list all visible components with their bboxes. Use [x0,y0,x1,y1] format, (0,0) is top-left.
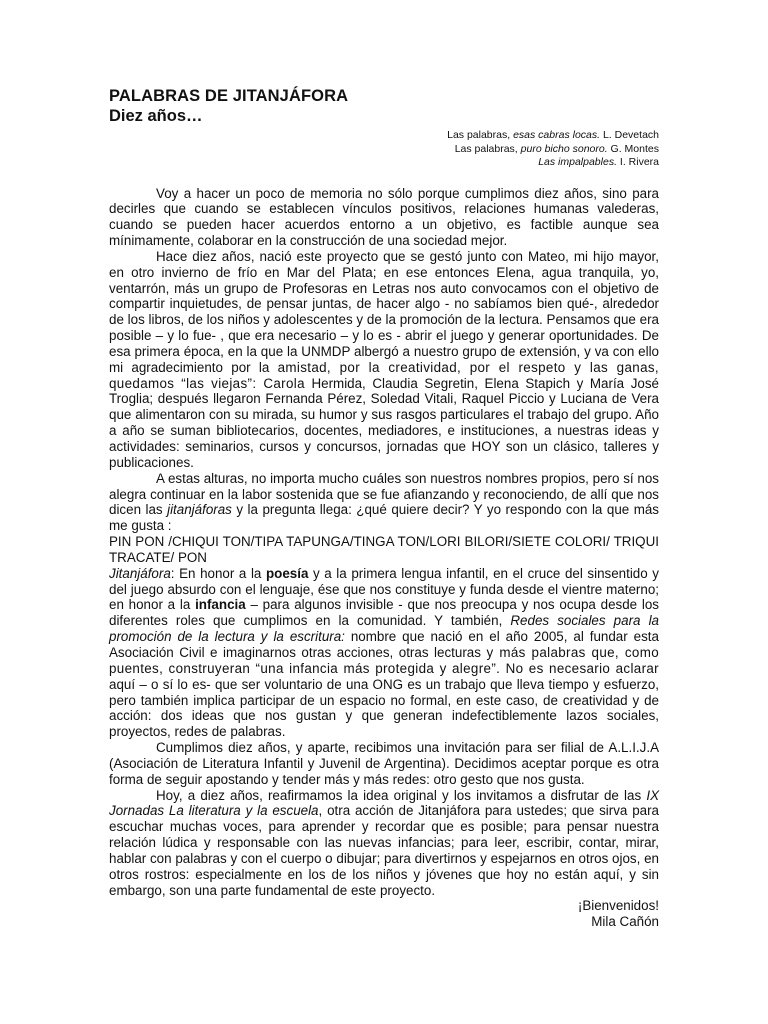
paragraph-historia: Hace diez años, nació este proyecto que se gestó junto con Mateo, mi hijo mayor, en otro invierno de frío en Mar del Plata; en ese entonces Elena, agua tranquila, yo, ventarrón, más un grupo de Profesoras en Letras nos auto convocamos con el objetivo de compartir inquietudes, de pensar juntas, de hacer algo - no sabíamos bien qué-, alrededor de los libros, de los niños y adolescentes y de la promoción de la lectura. Pensamos que era posible – y lo fue- , que era necesario – y lo es - abrir el juego y generar oportunidades. De esa primera época, en la que la UNMDP albergó a nuestro grupo de extensión, y va con ello mi agradecimiento por la amistad, por la creatividad, por el respeto y las ganas, quedamos “las viejas”: Carola Hermida, Claudia Segretin, Elena Stapich y María José Troglia; después llegaron Fernanda Pérez, Soledad Vitali, Raquel Piccio y Luciana de Vera que alimentaron con su mirada, su humor y sus rasgos particulares el trabajo del grupo. Año a año se suman bibliotecarios, docentes, mediadores, e instituciones, a nuestras ideas y actividades: seminarios, cursos y concursos, jornadas que HOY son un clásico, talleres y publicaciones. [109,248,659,470]
document-page [109,86,659,930]
signature-author: Mila Cañón [591,914,659,930]
document-subtitle: Diez años… [109,107,203,125]
signature [109,898,659,930]
document-body [109,186,659,899]
paragraph-jitanjafora-verse: PIN PON /CHIQUI TON/TIPA TAPUNGA/TINGA TON/LORI BILORI/SIETE COLORI/ TRIQUI TRACATE/ PON [109,534,659,565]
epigraph-montes: Las palabras, puro bicho sonoro. G. Montes [454,142,659,155]
signature-greeting: ¡Bienvenidos! [577,898,659,914]
paragraph-memoria: Voy a hacer un poco de memoria no sólo porque cumplimos diez años, sino para decirles que cuando se establecen vínculos positivos, relaciones humanas valederas, cuando se pueden hacer acuerdos entorno a un objetivo, es factible aunque sea mínimamente, colaborar en la construcción de una sociedad mejor. [109,185,659,249]
paragraph-alija: Cumplimos diez años, y aparte, recibimos una invitación para ser filial de A.L.I.J.A (Asociación de Literatura Infantil y Juvenil de Argentina). Decidimos aceptar porque es otra forma de seguir apostando y tender más y más redes: otro gesto que nos gusta. [109,740,659,787]
epigraph-devetach: Las palabras, esas cabras locas. L. Devetach [447,129,659,141]
epigraph-rivera: Las impalpables. I. Rivera [538,156,659,168]
epigraphs [109,129,659,170]
paragraph-nombres: A estas alturas, no importa mucho cuáles son nuestros nombres propios, pero sí nos alegra continuar en la labor sostenida que se fue afianzando y reconociendo, de allí que nos dicen las jitanjáforas y la pregunta llega: ¿qué quiere decir? Y yo respondo con la que más me gusta : [109,470,659,534]
document-title: PALABRAS DE JITANJÁFORA [109,87,349,105]
paragraph-invitacion: Hoy, a diez años, reafirmamos la idea original y los invitamos a disfrutar de las IX Jornadas La literatura y la escuela, otra acción de Jitanjáfora para ustedes; que sirva para escuchar muchas voces, para aprender y recordar que es posible; para pensar nuestra relación lúdica y responsable con las nuevas infancias; para leer, escribir, contar, mirar, hablar con palabras y con el cuerpo o dibujar; para divertirnos y espejarnos en otros ojos, en otros rostros: especialmente en los de los niños y jóvenes que hoy no están aquí, y sin embargo, son una parte fundamental de este proyecto. [109,787,660,898]
paragraph-definicion: Jitanjáfora: En honor a la poesía y a la primera lengua infantil, en el cruce del sinsentido y del juego absurdo con el lenguaje, ése que nos constituye y funda desde el vientre materno; en honor a la infancia – para algunos invisible - que nos preocupa y nos ocupa desde los diferentes roles que cumplimos en la comunidad. Y también, Redes sociales para la promoción de la lectura y la escritura: nombre que nació en el año 2005, al fundar esta Asociación Civil e imaginarnos otras acciones, otras lecturas y más palabras que, como puentes, construyeran “una infancia más protegida y alegre”. No es necesario aclarar aquí – o sí lo es- que ser voluntario de una ONG es un trabajo que lleva tiempo y esfuerzo, pero también implica participar de un espacio no formal, en este caso, de creatividad y de acción: dos ideas que nos gustan y que generan indefectiblemente lazos sociales, proyectos, redes de palabras. [109,565,659,740]
